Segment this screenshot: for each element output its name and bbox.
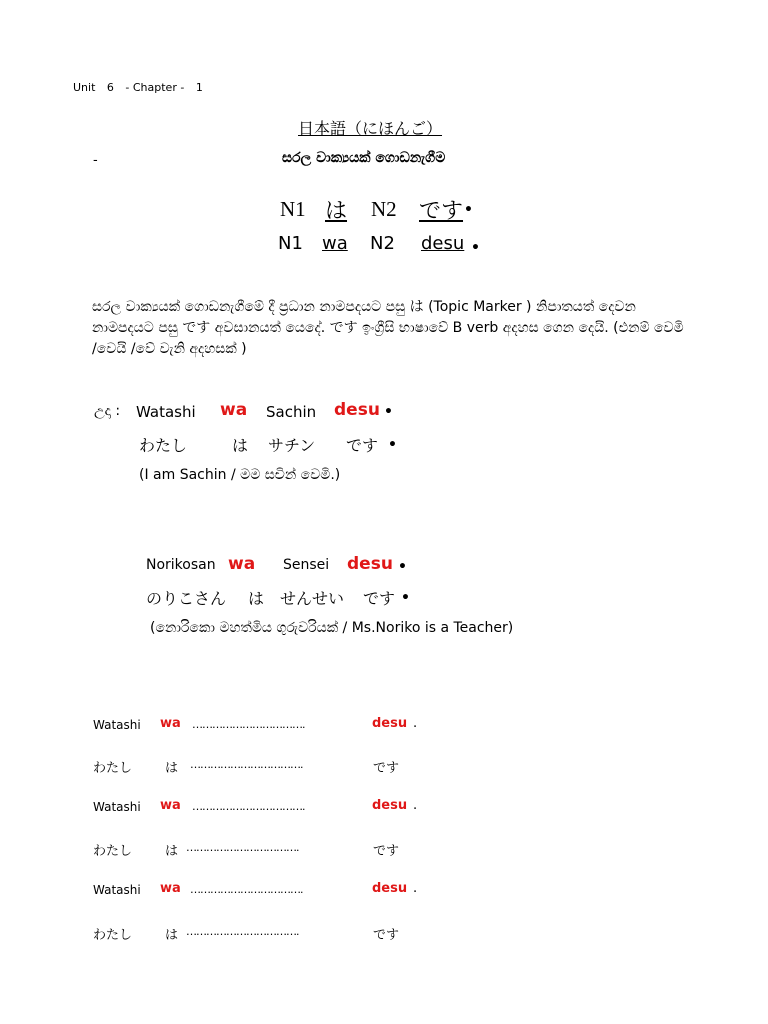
practice-particle: wa <box>160 881 181 896</box>
example-translation: (I am Sachin / මම සචින් වෙමි.) <box>139 467 341 483</box>
practice-subject: わたし <box>93 928 133 943</box>
practice-blank[interactable]: ……………………………. <box>192 718 305 731</box>
practice-subject: Watashi <box>93 800 141 814</box>
practice-ending: です <box>373 844 400 859</box>
example-particle: wa <box>220 400 248 420</box>
example-translation: (නොරිකො මහත්මිය ගුරුවරියක් / Ms.Noriko is a Teacher) <box>150 620 514 636</box>
subtitle-dash: - <box>93 153 98 168</box>
pattern-dot: • <box>471 240 480 256</box>
subtitle-sinhala: සරල වාක්‍යයක් ගොඩනැගීම <box>282 150 446 166</box>
practice-particle: は <box>165 928 179 943</box>
practice-subject: わたし <box>93 844 133 859</box>
page-title: 日本語（にほんご） <box>298 119 443 138</box>
practice-particle: は <box>165 844 179 859</box>
example-kana-noun: サチン <box>268 436 316 455</box>
unit-chapter-header <box>73 81 203 94</box>
practice-particle: は <box>165 761 179 776</box>
pattern-n1: N1 <box>280 197 306 221</box>
practice-subject: わたし <box>93 761 133 776</box>
example-dot: • <box>384 404 393 420</box>
example-kana-particle: は <box>248 589 265 608</box>
example-kana-dot: • <box>388 437 397 453</box>
example-kana-ending: です <box>363 589 396 608</box>
example-kana-dot: • <box>401 590 410 606</box>
example-prefix: උදා : <box>94 403 121 419</box>
practice-ending: desu <box>372 716 408 731</box>
practice-subject: Watashi <box>93 718 141 732</box>
pattern-ending: です <box>419 199 464 224</box>
practice-end-mark: . <box>413 798 418 813</box>
unit-number: 6 <box>106 81 114 94</box>
example-ending: desu <box>334 400 380 420</box>
pattern-n2: N2 <box>371 197 397 221</box>
practice-ending: desu <box>372 798 408 813</box>
explanation-paragraph: සරල වාක්‍යයක් ගොඩනැගීමේ දී ප්‍රධාන නාමපදයට පසු は (Topic Marker ) නිපාතයත් දෙවන නාමපදයට පසු です අවසානයත් යෙදේ. です ඉංග්‍රීසි භාෂාවේ B verb අදහස ගෙන දෙයි. (එනම් වෙමි /වෙයි /වේ වැනි අදහසක් ) <box>92 299 684 357</box>
practice-end-mark: . <box>413 716 418 731</box>
practice-end-mark: . <box>413 881 418 896</box>
unit-label: Unit <box>73 81 96 94</box>
example-noun: Sensei <box>283 557 330 573</box>
pattern-n2: N2 <box>370 233 395 254</box>
pattern-ending: desu <box>421 233 465 254</box>
pattern-particle: wa <box>322 233 348 254</box>
practice-blank[interactable]: ……………………………. <box>186 841 299 854</box>
practice-ending: です <box>373 761 400 776</box>
practice-ending: desu <box>372 881 408 896</box>
chapter-label: - Chapter - <box>125 81 185 94</box>
practice-blank[interactable]: ……………………………. <box>186 925 299 938</box>
example-kana-subject: わたし <box>139 436 188 455</box>
practice-subject: Watashi <box>93 883 141 897</box>
example-kana-noun: せんせい <box>280 589 345 608</box>
example-noun: Sachin <box>266 403 317 421</box>
practice-blank[interactable]: ……………………………. <box>192 800 305 813</box>
chapter-number: 1 <box>195 81 203 94</box>
pattern-n1: N1 <box>278 233 303 254</box>
practice-blank[interactable]: ……………………………. <box>190 883 303 896</box>
example-subject: Watashi <box>136 403 196 421</box>
practice-ending: です <box>373 928 400 943</box>
example-particle: wa <box>228 554 256 574</box>
example-kana-ending: です <box>346 436 379 455</box>
example-dot: • <box>398 559 407 575</box>
pattern-particle: は <box>325 199 348 224</box>
practice-particle: wa <box>160 798 181 813</box>
example-kana-subject: のりこさん <box>146 589 227 608</box>
pattern-dot: • <box>464 202 473 218</box>
example-kana-particle: は <box>232 436 249 455</box>
example-subject: Norikosan <box>146 557 216 573</box>
practice-blank[interactable]: ……………………………. <box>190 758 303 771</box>
example-ending: desu <box>347 554 393 574</box>
practice-particle: wa <box>160 716 181 731</box>
